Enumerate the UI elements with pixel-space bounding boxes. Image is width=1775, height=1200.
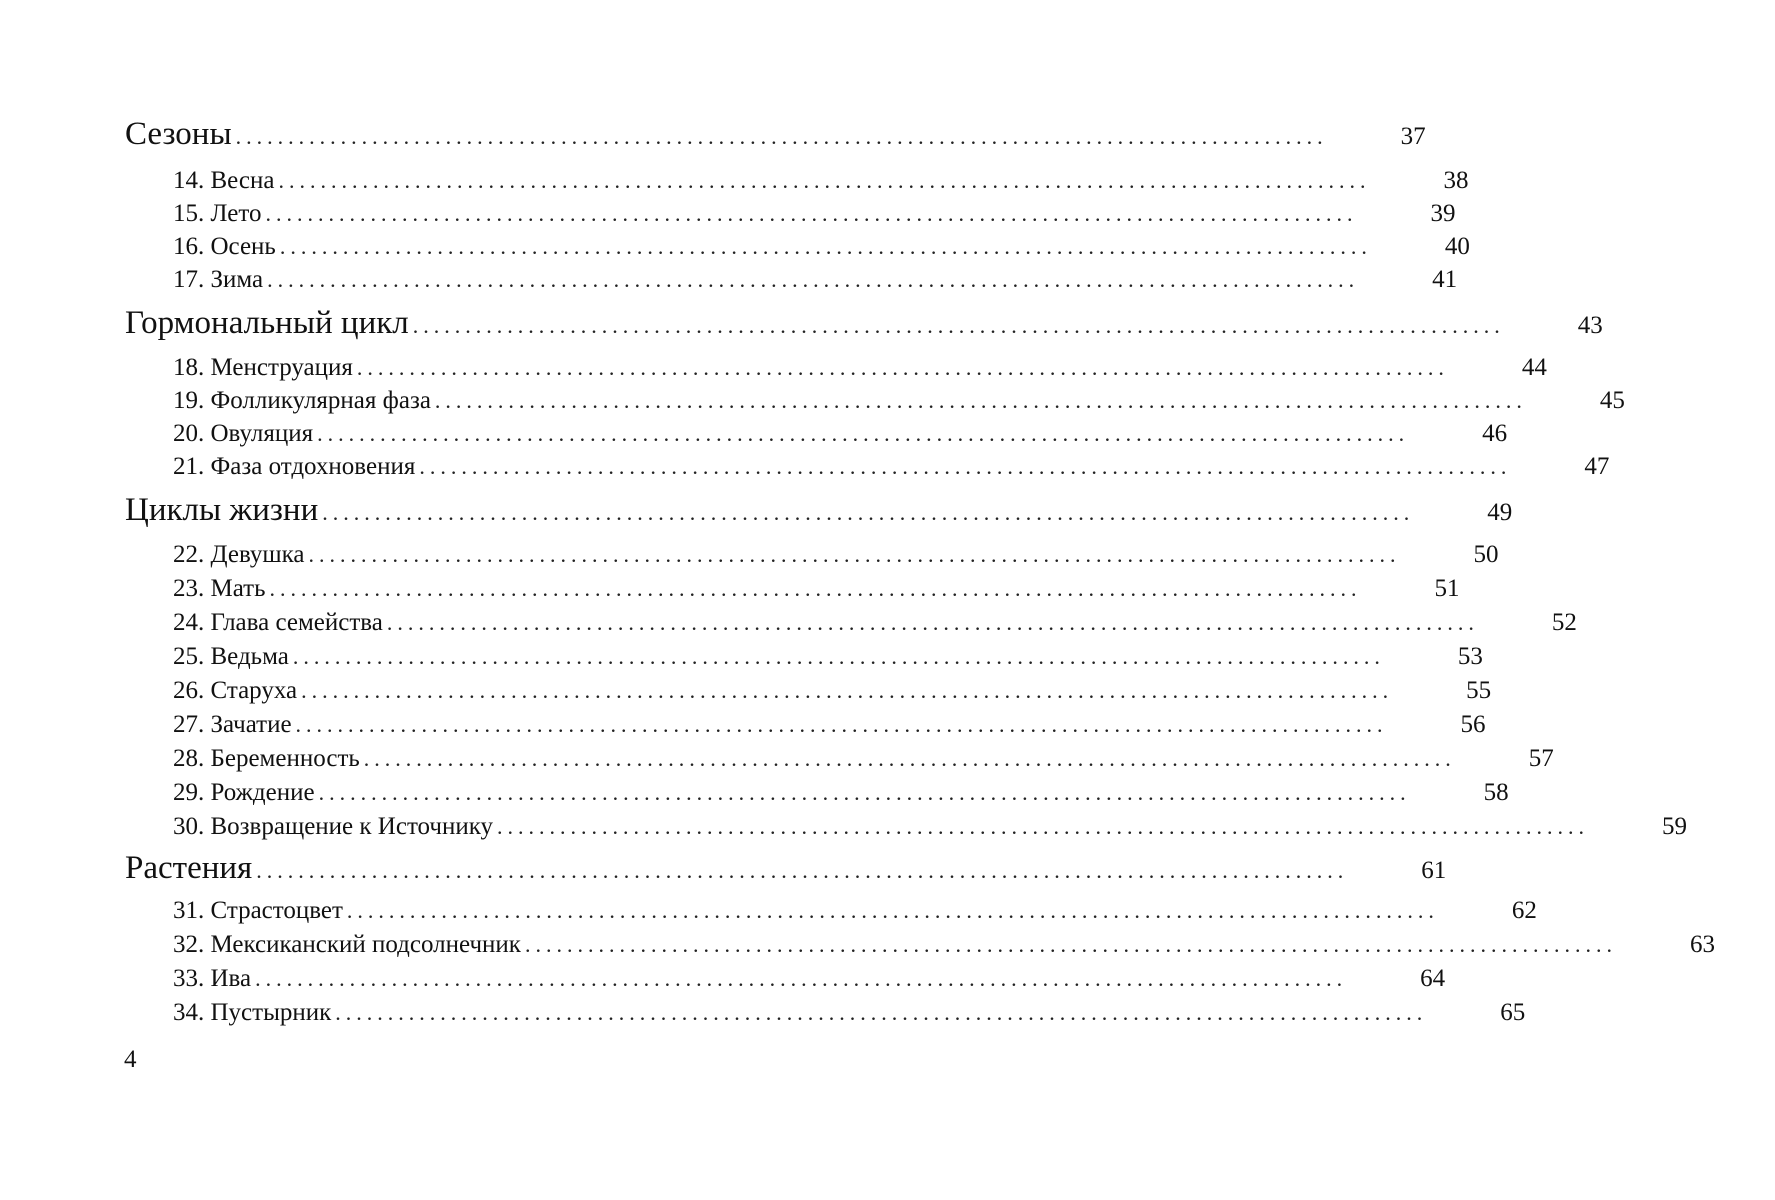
leader-dots: ........................................................................................................ (335, 1000, 1428, 1025)
page-number: 46 (1482, 420, 1508, 447)
item-title: 16. Осень (173, 233, 276, 260)
toc-item[interactable] (0, 745, 1554, 773)
leader-dots: ........................................................................................................ (279, 234, 1372, 259)
item-title: 17. Зима (173, 266, 264, 293)
section-title: Сезоны (125, 116, 232, 152)
toc-item[interactable] (0, 779, 1509, 807)
page-number: 41 (1432, 266, 1458, 293)
item-title: 19. Фолликулярная фаза (173, 387, 431, 414)
page-number: 55 (1466, 677, 1492, 704)
leader-dots: ........................................................................................................ (278, 168, 1371, 193)
page-number: 52 (1551, 609, 1577, 636)
page-number: 59 (1662, 813, 1688, 840)
page-number: 61 (1421, 857, 1447, 884)
toc-item[interactable] (0, 711, 1486, 739)
page-number: 40 (1444, 233, 1470, 260)
section-title: Гормональный цикл (125, 305, 409, 341)
leader-dots: ........................................................................................................ (497, 814, 1590, 839)
item-title: 23. Мать (173, 575, 266, 602)
leader-dots: ........................................................................................................ (318, 780, 1411, 805)
leader-dots: ........................................................................................................ (267, 267, 1360, 292)
page-number: 38 (1443, 167, 1469, 194)
toc-item[interactable] (0, 387, 1625, 415)
page-number: 62 (1511, 897, 1537, 924)
leader-dots: ........................................................................................................ (301, 678, 1394, 703)
toc-item[interactable] (0, 609, 1577, 637)
toc-section-hormonal-cycle[interactable] (0, 305, 1603, 342)
leader-dots: ........................................................................................................ (524, 932, 1617, 957)
page-number: 58 (1483, 779, 1509, 806)
page-number: 56 (1460, 711, 1486, 738)
item-title: 15. Лето (173, 200, 262, 227)
toc-item[interactable] (0, 354, 1547, 382)
item-title: 22. Девушка (173, 541, 305, 568)
item-title: 28. Беременность (173, 745, 360, 772)
page-number: 53 (1457, 643, 1483, 670)
leader-dots: ........................................................................................................ (292, 644, 1385, 669)
item-title: 25. Ведьма (173, 643, 289, 670)
leader-dots: ........................................................................................................ (386, 610, 1479, 635)
toc-item[interactable] (0, 420, 1508, 448)
page-number: 43 (1577, 312, 1603, 339)
item-title: 20. Овуляция (173, 420, 314, 447)
page-number: 47 (1584, 453, 1610, 480)
leader-dots: ........................................................................................................ (235, 124, 1328, 149)
item-title: 21. Фаза отдохновения (173, 453, 416, 480)
toc-section-plants[interactable] (0, 850, 1447, 887)
item-title: 30. Возвращение к Источнику (173, 813, 494, 840)
item-title: 24. Глава семейства (173, 609, 383, 636)
page-number: 65 (1500, 999, 1526, 1026)
leader-dots: ........................................................................................................ (256, 858, 1349, 883)
toc-item[interactable] (0, 931, 1715, 959)
page-number: 50 (1473, 541, 1499, 568)
leader-dots: ........................................................................................................ (363, 746, 1456, 771)
item-title: 34. Пустырник (173, 999, 332, 1026)
item-title: 31. Страстоцвет (173, 897, 343, 924)
leader-dots: ........................................................................................................ (346, 898, 1439, 923)
leader-dots: ........................................................................................................ (356, 355, 1449, 380)
toc-item[interactable] (0, 813, 1688, 841)
leader-dots: ........................................................................................................ (255, 966, 1348, 991)
toc-item[interactable] (0, 266, 1458, 294)
leader-dots: ........................................................................................................ (269, 576, 1362, 601)
leader-dots: ........................................................................................................ (412, 313, 1505, 338)
toc-item[interactable] (0, 897, 1537, 925)
page-number: 45 (1599, 387, 1625, 414)
leader-dots: ........................................................................................................ (419, 454, 1512, 479)
toc-item[interactable] (0, 453, 1610, 481)
section-title: Циклы жизни (125, 492, 319, 528)
leader-dots: ........................................................................................................ (295, 712, 1388, 737)
item-title: 26. Старуха (173, 677, 298, 704)
item-title: 14. Весна (173, 167, 275, 194)
toc-section-life-cycles[interactable] (0, 492, 1513, 529)
page-number: 64 (1420, 965, 1446, 992)
page-number: 44 (1521, 354, 1547, 381)
page-number: 49 (1487, 499, 1513, 526)
toc-item[interactable] (0, 999, 1526, 1027)
item-title: 18. Менструация (173, 354, 353, 381)
leader-dots: ........................................................................................................ (265, 201, 1358, 226)
toc-item[interactable] (0, 233, 1470, 261)
page-number: 37 (1400, 123, 1426, 150)
section-title: Растения (125, 850, 253, 886)
leader-dots: ........................................................................................................ (317, 421, 1410, 446)
toc-item[interactable] (0, 200, 1456, 228)
toc-section-seasons[interactable] (0, 116, 1426, 153)
toc-item[interactable] (0, 643, 1483, 671)
leader-dots: ........................................................................................................ (322, 500, 1415, 525)
folio-page-number: 4 (124, 1046, 137, 1073)
item-title: 27. Зачатие (173, 711, 292, 738)
page-number: 39 (1430, 200, 1456, 227)
toc-item[interactable] (0, 541, 1499, 569)
item-title: 32. Мексиканский подсолнечник (173, 931, 521, 958)
page-number: 63 (1689, 931, 1715, 958)
item-title: 29. Рождение (173, 779, 315, 806)
toc-item[interactable] (0, 167, 1469, 195)
toc-item[interactable] (0, 575, 1460, 603)
item-title: 33. Ива (173, 965, 252, 992)
page-number: 57 (1528, 745, 1554, 772)
leader-dots: ........................................................................................................ (308, 542, 1401, 567)
page-number: 51 (1434, 575, 1460, 602)
leader-dots: ........................................................................................................ (434, 388, 1527, 413)
toc-item[interactable] (0, 677, 1492, 705)
toc-item[interactable] (0, 965, 1446, 993)
